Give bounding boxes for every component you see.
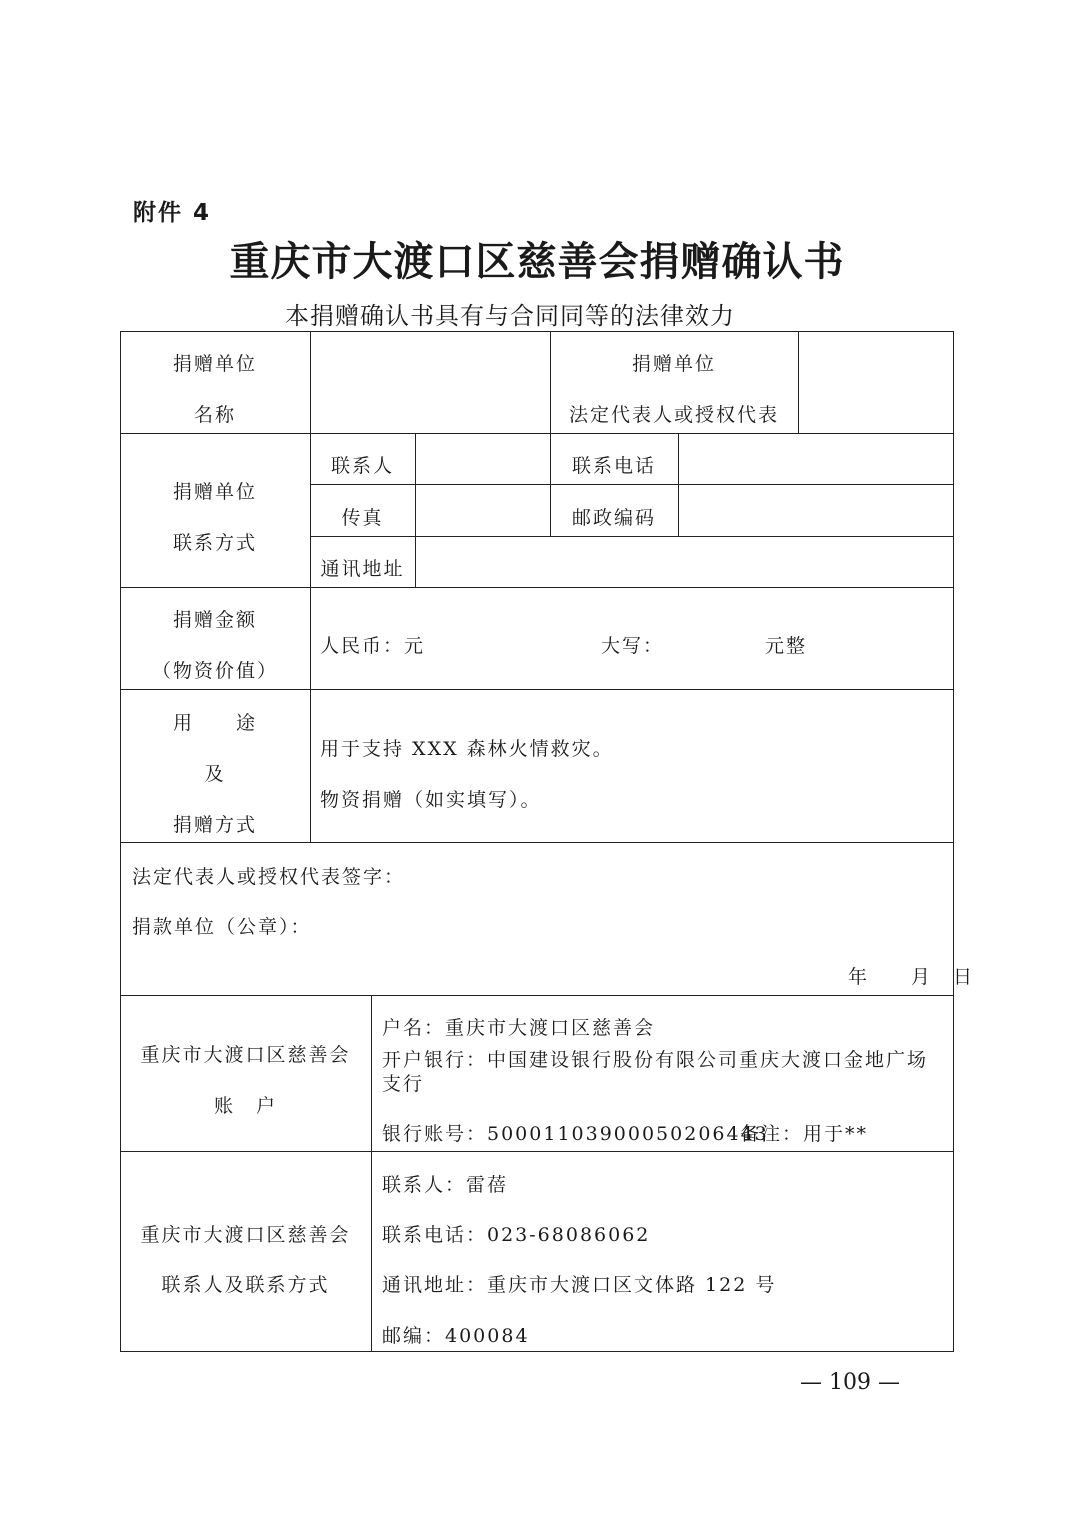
row-divider — [310, 536, 954, 537]
row-divider — [120, 842, 954, 843]
charity-contact-label: 重庆市大渡口区慈善会 — [140, 1224, 351, 1246]
column-divider — [371, 995, 372, 1352]
account-bank: 开户银行：中国建设银行股份有限公司重庆大渡口金地广场支行 — [382, 1049, 929, 1095]
account-number: 银行账号：50001103900050206443 — [382, 1123, 769, 1145]
column-divider — [798, 331, 799, 433]
contact-phone-value[interactable] — [688, 454, 948, 478]
purpose-line-1: 用于支持 XXX 森林火情救灾。 — [320, 738, 614, 760]
rep-signature-label: 法定代表人或授权代表签字： — [132, 866, 406, 888]
charity-contact-postcode: 邮编：400084 — [382, 1325, 530, 1347]
charity-contact-person: 联系人：雷蓓 — [382, 1174, 509, 1196]
account-section-label-2: 账 户 — [213, 1095, 277, 1117]
account-remark: 备注：用于** — [740, 1123, 869, 1145]
postcode-value[interactable] — [688, 506, 948, 530]
document-title: 重庆市大渡口区慈善会捐赠确认书 — [229, 238, 845, 285]
contact-person-value[interactable] — [425, 454, 545, 478]
seal-label: 捐款单位（公章）： — [132, 916, 312, 938]
amount-label-2: （物资价值） — [151, 660, 278, 682]
fax-label: 传真 — [341, 507, 384, 529]
purpose-label-3: 捐赠方式 — [172, 814, 257, 836]
row-divider — [120, 587, 954, 588]
yuan-label: 元整 — [765, 635, 808, 657]
date-label: 年 月 日 — [848, 966, 975, 988]
address-label: 通讯地址 — [320, 558, 405, 580]
row-divider — [120, 689, 954, 690]
purpose-label: 用 途 — [172, 712, 257, 734]
address-value[interactable] — [425, 557, 945, 581]
donor-name-value[interactable] — [320, 378, 540, 402]
charity-contact-phone: 联系电话：023-68086062 — [382, 1224, 651, 1246]
purpose-line-2: 物资捐赠（如实填写）。 — [320, 789, 542, 811]
row-divider — [310, 484, 954, 485]
postcode-label: 邮政编码 — [571, 507, 656, 529]
attachment-label: 附件 4 — [133, 200, 212, 226]
account-holder: 户名：重庆市大渡口区慈善会 — [382, 1017, 656, 1039]
rmb-amount-label: 人民币：元 — [320, 635, 426, 657]
page-number: — 109 — — [800, 1370, 900, 1395]
donor-name-label: 捐赠单位 — [172, 353, 257, 375]
contact-section-label: 捐赠单位 — [172, 481, 257, 503]
capital-amount-label: 大写： — [601, 635, 665, 657]
column-divider — [415, 433, 416, 587]
row-divider — [120, 995, 954, 996]
donor-rep-value[interactable] — [808, 378, 948, 402]
purpose-label-2: 及 — [204, 763, 226, 785]
donor-name-label-2: 名称 — [193, 404, 236, 426]
row-divider — [120, 1151, 954, 1152]
column-divider — [310, 331, 311, 842]
document-subtitle: 本捐赠确认书具有与合同同等的法律效力 — [285, 302, 735, 330]
column-divider — [678, 433, 679, 536]
contact-section-label-2: 联系方式 — [172, 532, 257, 554]
fax-value[interactable] — [425, 506, 545, 530]
contact-person-label: 联系人 — [330, 455, 394, 477]
row-divider — [120, 433, 954, 434]
contact-phone-label: 联系电话 — [571, 455, 656, 477]
amount-label: 捐赠金额 — [172, 609, 257, 631]
charity-contact-address: 通讯地址：重庆市大渡口区文体路 122 号 — [382, 1274, 777, 1296]
account-section-label: 重庆市大渡口区慈善会 — [140, 1044, 351, 1066]
donor-rep-label-2: 法定代表人或授权代表 — [568, 404, 779, 426]
donor-rep-label: 捐赠单位 — [631, 353, 716, 375]
charity-contact-label-2: 联系人及联系方式 — [161, 1274, 330, 1296]
